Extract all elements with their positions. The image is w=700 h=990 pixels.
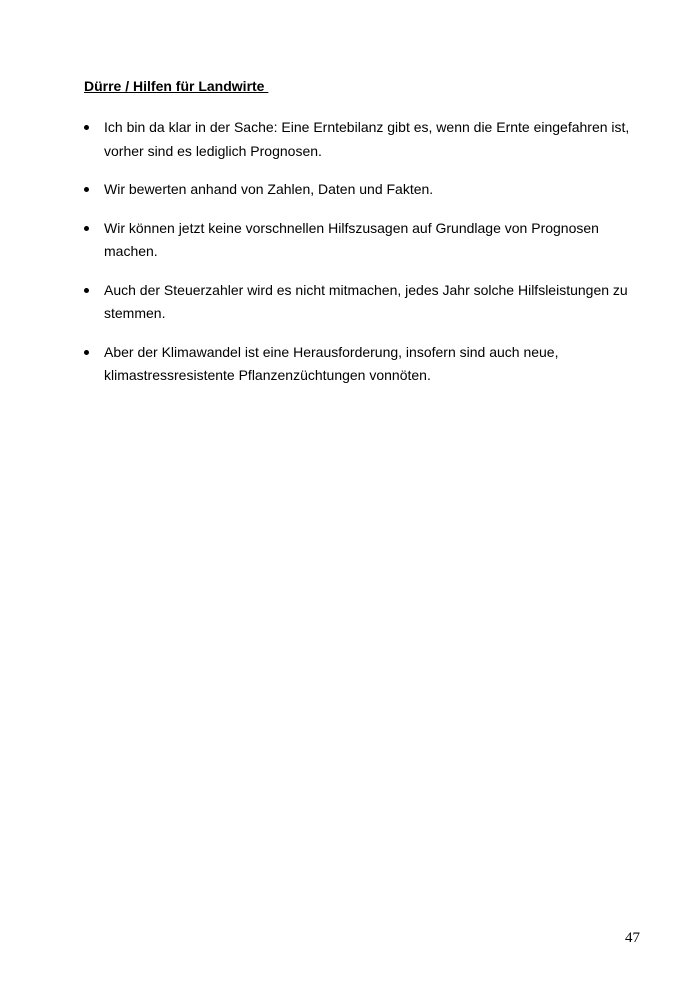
bullet-icon	[84, 288, 89, 293]
section-heading: Dürre / Hilfen für Landwirte	[84, 78, 269, 94]
bullet-text: Auch der Steuerzahler wird es nicht mitmachen, jedes Jahr solche Hilfsleistungen zu stemmen.	[104, 281, 628, 321]
bullet-list	[84, 116, 644, 403]
bullet-text: Wir bewerten anhand von Zahlen, Daten und Fakten.	[104, 181, 434, 197]
bullet-icon	[84, 125, 89, 130]
bullet-item	[84, 178, 644, 202]
bullet-text: Wir können jetzt keine vorschnellen Hilfszusagen auf Grundlage von Prognosen machen.	[104, 219, 599, 259]
page-number: 47	[625, 930, 640, 946]
bullet-item	[84, 116, 644, 163]
bullet-icon	[84, 187, 89, 192]
bullet-icon	[84, 350, 89, 355]
bullet-item	[84, 217, 644, 264]
bullet-icon	[84, 226, 89, 231]
bullet-text: Aber der Klimawandel ist eine Herausforderung, insofern sind auch neue, klimastressresistente Pflanzenzüchtungen vonnöten.	[104, 343, 559, 383]
bullet-item	[84, 341, 644, 388]
bullet-text: Ich bin da klar in der Sache: Eine Erntebilanz gibt es, wenn die Ernte eingefahren ist, vorher sind es lediglich Prognosen.	[104, 119, 630, 159]
bullet-item	[84, 279, 644, 326]
